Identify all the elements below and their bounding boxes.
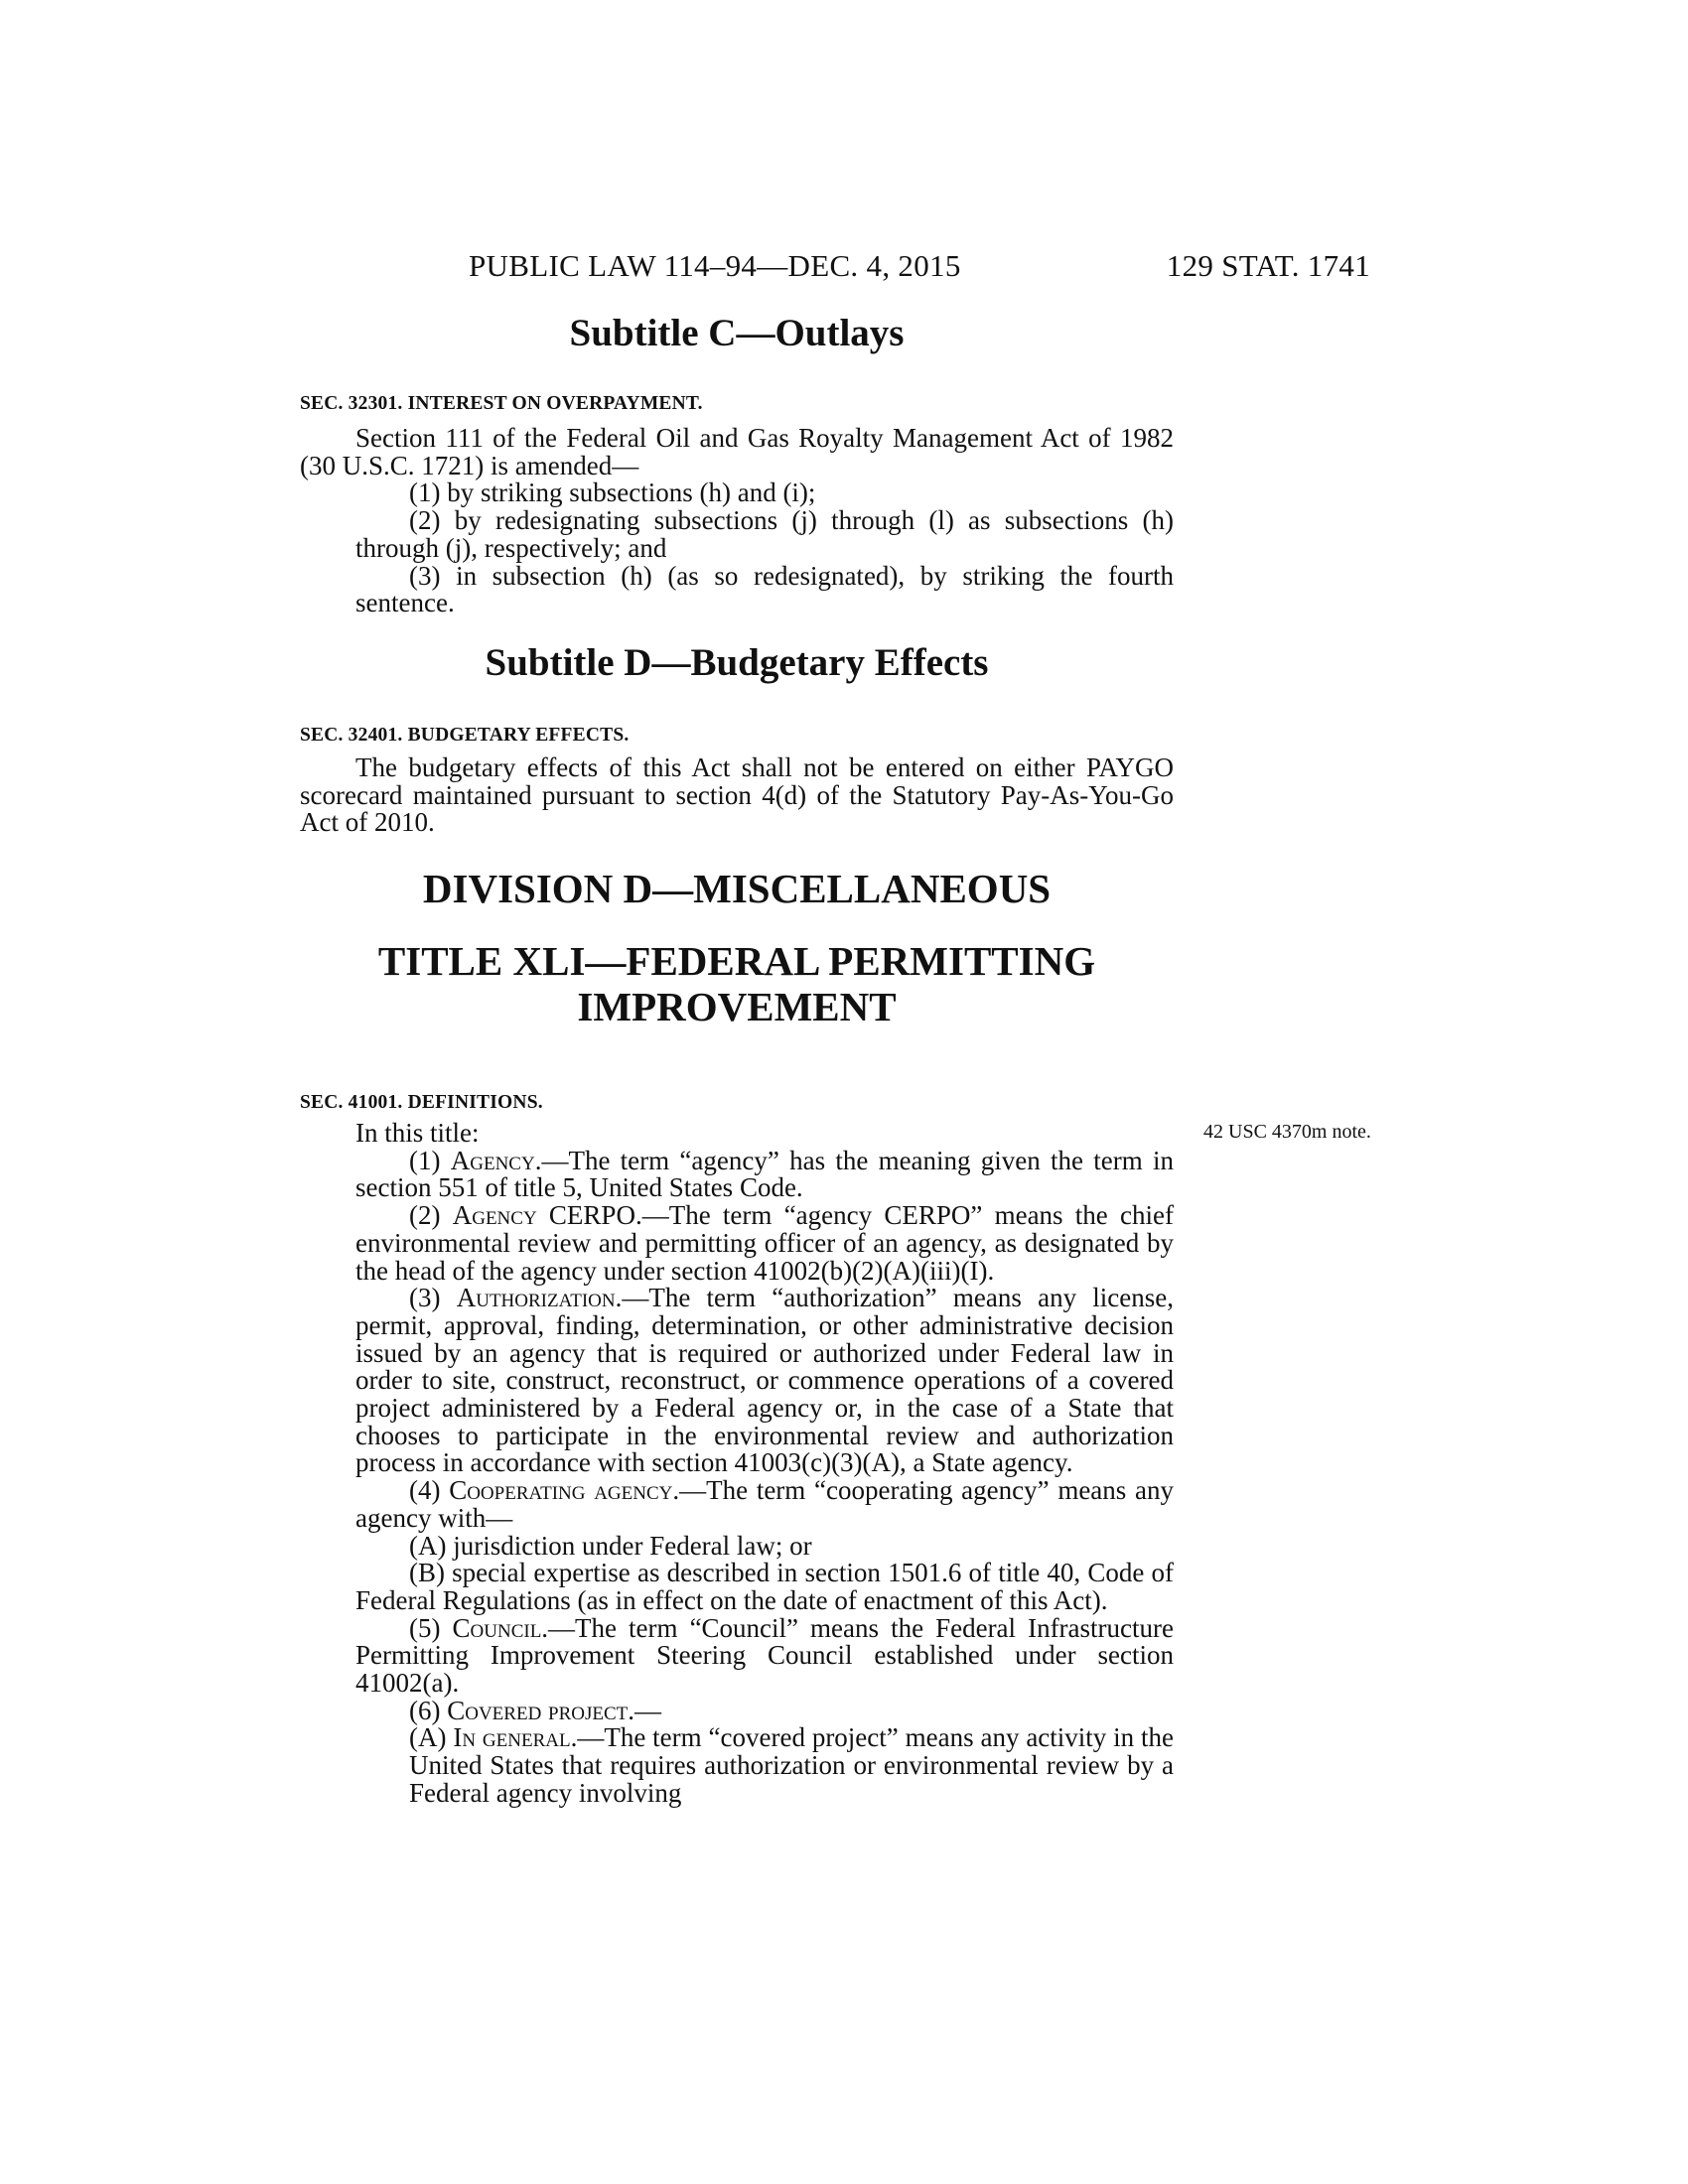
subtitle-c-heading: Subtitle C—Outlays	[569, 312, 905, 354]
definition-agency	[300, 1145, 1175, 1203]
definition-term: Council	[452, 1612, 542, 1643]
sec-32301-item-1: (1) by striking subsections (h) and (i);	[409, 478, 816, 508]
definition-number: (2)	[409, 1200, 441, 1231]
running-header	[298, 248, 1370, 288]
definition-text: .—The term “covered project” means any activity in the United States that requires authorization or environmental review by a Federal agency involving	[409, 1722, 1175, 1808]
definition-authorization	[300, 1285, 1174, 1477]
definition-text: .—The term “cooperating agency” means any agency with—	[355, 1475, 1174, 1533]
title-xli-heading-line-1: TITLE XLI—FEDERAL PERMITTING	[377, 938, 1096, 984]
statute-page-number: 129 STAT. 1741	[1166, 248, 1370, 283]
definition-cooperating-agency-a: (A) jurisdiction under Federal law; or	[409, 1530, 812, 1561]
sec-32401-body	[300, 754, 1174, 837]
definition-text: .—The term “Council” means the Federal Infrastructure Permitting Improvement Steering Council established under section 41002(a).	[355, 1612, 1174, 1699]
definition-number: (1)	[409, 1145, 441, 1175]
definition-number: (5)	[409, 1612, 441, 1643]
definition-agency-cerpo	[300, 1202, 1174, 1285]
definition-number: (A)	[409, 1722, 447, 1753]
public-law-citation: PUBLIC LAW 114–94—DEC. 4, 2015	[469, 248, 961, 283]
definition-number: (6)	[409, 1695, 441, 1725]
subtitle-d-heading: Subtitle D—Budgetary Effects	[485, 641, 989, 684]
definition-text: .—The term “agency” has the meaning given the term in section 551 of title 5, United States Code.	[355, 1145, 1175, 1203]
sec-41001-body	[300, 1120, 1174, 1808]
margin-note-usc: 42 USC 4370m note.	[1203, 1121, 1371, 1143]
definition-number: (4)	[409, 1475, 441, 1506]
definition-covered-project-in-general	[300, 1724, 1174, 1807]
definition-text: .—The term “agency CERPO” means the chief environmental review and permitting officer of an agency, as designated by the head of the agency under section 41002(b)(2)(A)(iii)(I).	[355, 1200, 1175, 1286]
definition-term: Authorization	[456, 1283, 616, 1313]
definition-number: (3)	[409, 1283, 441, 1313]
sec-32301-body	[300, 425, 1174, 617]
definition-term: Cooperating agency	[449, 1475, 673, 1506]
sec-32301-intro: Section 111 of the Federal Oil and Gas Royalty Management Act of 1982 (30 U.S.C. 1721) is amended—	[300, 423, 1174, 480]
sec-41001-heading: SEC. 41001. DEFINITIONS.	[300, 1092, 543, 1113]
definition-cooperating-agency-b: (B) special expertise as described in section 1501.6 of title 40, Code of Federal Regulations (as in effect on the date of enactment of this Act).	[355, 1558, 1174, 1615]
definition-term: Agency	[450, 1145, 535, 1175]
sec-32301-item-3: (3) in subsection (h) (as so redesignated), by striking the fourth sentence.	[355, 560, 1174, 618]
sec-32401-text: The budgetary effects of this Act shall not be entered on either PAYGO scorecard maintained pursuant to section 4(d) of the Statutory Pay-As-You-Go Act of 2010.	[300, 752, 1174, 838]
definition-term: In general	[453, 1722, 571, 1753]
definition-text: .—	[628, 1695, 662, 1725]
definition-council	[300, 1612, 1174, 1699]
definition-term: Agency CERPO	[452, 1200, 635, 1231]
sec-32401-heading: SEC. 32401. BUDGETARY EFFECTS.	[300, 725, 630, 746]
definition-text: .—The term “authorization” means any license, permit, approval, finding, determination, or other administrative decision issued by an agency that is required or authorized under Federal law in order to site, construct, reconstruct, or commence operations of a covered project administered by a Federal agency or, in the case of a State that chooses to participate in the environmental review and authorization process in accordance with section 41003(c)(3)(A), a State agency.	[355, 1283, 1175, 1478]
sec-41001-intro: In this title:	[355, 1118, 480, 1148]
definition-term: Covered project	[447, 1695, 629, 1725]
division-d-heading: DIVISION D—MISCELLANEOUS	[422, 866, 1052, 911]
definition-covered-project	[300, 1695, 1174, 1725]
sec-32301-heading: SEC. 32301. INTEREST ON OVERPAYMENT.	[300, 393, 703, 414]
sec-32301-item-2: (2) by redesignating subsections (j) through (l) as subsections (h) through (j), respectively; and	[355, 505, 1174, 563]
definition-cooperating-agency	[300, 1477, 1174, 1532]
title-xli-heading-line-2: IMPROVEMENT	[577, 984, 897, 1029]
